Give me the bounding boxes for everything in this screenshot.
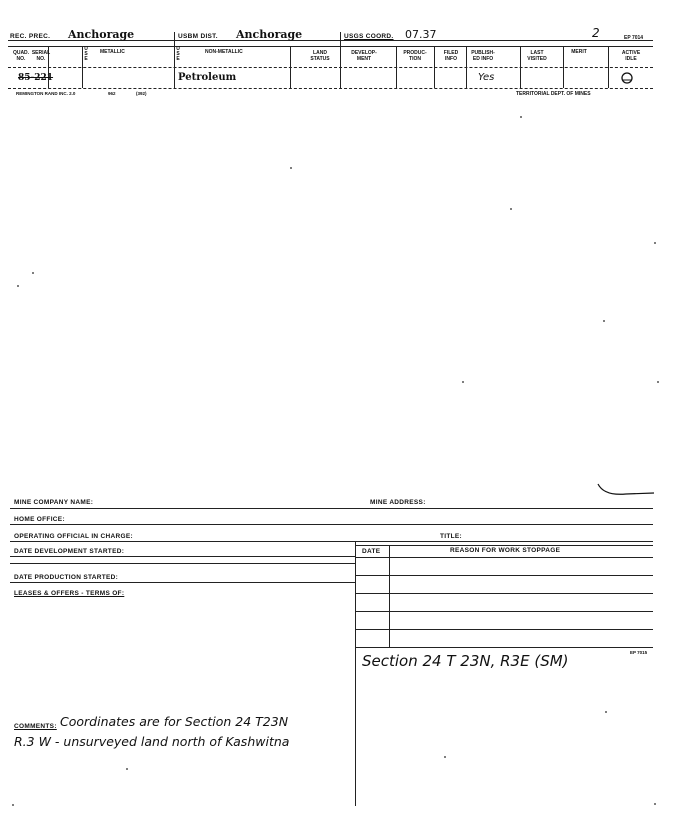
curve-mark-icon: [596, 478, 656, 500]
metallic-header: METALLIC: [100, 49, 125, 55]
published-value: Yes: [478, 72, 495, 83]
mine-company-name-label: MINE COMPANY NAME:: [14, 499, 94, 506]
published-info-header: PUBLISH-ED INFO: [471, 50, 495, 62]
comments-line-2: R.3 W - unsurveyed land north of Kashwitna: [14, 734, 290, 749]
speck: [444, 756, 446, 758]
mine-address-label: MINE ADDRESS:: [370, 499, 426, 506]
printer-code-2: (392): [136, 91, 147, 96]
active-circle-icon: [620, 71, 634, 85]
corner-mark: 2: [592, 26, 600, 40]
last-visited-header: LAST VISITED: [527, 50, 547, 62]
usbm-dist-label: USBM DIST.: [178, 33, 218, 40]
date-development-label: DATE DEVELOPMENT STARTED:: [14, 548, 125, 555]
leases-label: LEASES & OFFERS - TERMS OF:: [14, 590, 125, 597]
section-note: Section 24 T 23N, R3E (SM): [362, 652, 569, 670]
use-1-header: U S E: [84, 46, 88, 62]
usgs-coord-value: 07.37: [405, 28, 437, 41]
form-number-bottom: EP 7015: [630, 650, 648, 655]
speck: [654, 242, 656, 244]
speck: [657, 381, 659, 383]
serial-no-header: SERIAL NO.: [31, 50, 51, 62]
usbm-dist-value: Anchorage: [236, 28, 303, 41]
speck: [462, 381, 464, 383]
production-header: PRODUC-TION: [403, 50, 427, 62]
speck: [290, 167, 292, 169]
serial-value: 85-221: [18, 73, 54, 83]
reason-column-header: REASON FOR WORK STOPPAGE: [450, 547, 561, 554]
speck: [12, 804, 14, 806]
speck: [17, 285, 19, 287]
rec-prec-value: Anchorage: [68, 28, 135, 41]
speck: [126, 768, 128, 770]
active-idle-header: ACTIVE IDLE: [621, 50, 641, 62]
comments-line-1: Coordinates are for Section 24 T23N: [60, 714, 289, 729]
title-label: TITLE:: [440, 533, 463, 540]
printer-code: 962: [108, 91, 116, 96]
date-column-header: DATE: [362, 548, 381, 555]
non-metallic-header: NON-METALLIC: [205, 49, 243, 55]
quad-no-header: QUAD. NO.: [12, 50, 30, 62]
date-production-label: DATE PRODUCTION STARTED:: [14, 574, 119, 581]
rec-prec-label: REC. PREC.: [10, 33, 51, 40]
merit-header: MERIT: [571, 49, 587, 55]
development-header: DEVELOP-MENT: [351, 50, 377, 62]
non-metallic-value: Petroleum: [178, 72, 237, 83]
land-status-header: LAND STATUS: [310, 50, 330, 62]
speck: [520, 116, 522, 118]
use-2-header: U S E: [176, 46, 180, 62]
form-number-top: EP 7014: [624, 35, 644, 41]
home-office-label: HOME OFFICE:: [14, 516, 65, 523]
comments-label: COMMENTS:: [14, 723, 57, 730]
printer-label: REMINGTON RAND INC. 2.0: [16, 91, 76, 96]
speck: [32, 272, 34, 274]
filed-info-header: FILED INFO: [443, 50, 459, 62]
usgs-coord-label: USGS COORD.: [344, 33, 394, 40]
speck: [654, 803, 656, 805]
speck: [605, 711, 607, 713]
speck: [603, 320, 605, 322]
speck: [510, 208, 512, 210]
operating-official-label: OPERATING OFFICIAL IN CHARGE:: [14, 533, 133, 540]
department-label: TERRITORIAL DEPT. OF MINES: [516, 91, 591, 97]
